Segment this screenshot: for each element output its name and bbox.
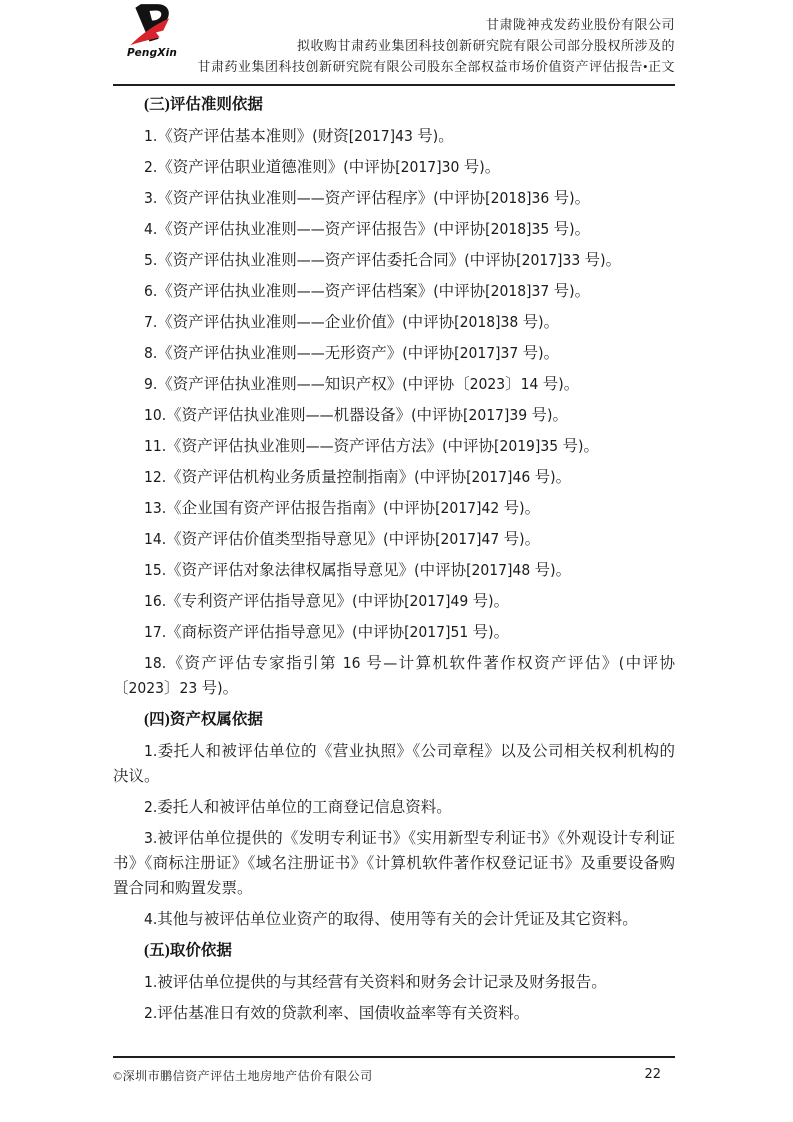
list-item: 7.《资产评估执业准则——企业价值》(中评协[2018]38 号)。	[144, 313, 560, 331]
list-item: 3.被评估单位提供的《发明专利证书》《实用新型专利证书》《外观设计专利证书》《商标注册证》《域名注册证书》《计算机软件著作权登记证书》及重要设备购置合同和购置发票。	[113, 829, 675, 897]
pengxin-logo-icon	[129, 3, 171, 49]
list-item: 13.《企业国有资产评估报告指南》(中评协[2017]42 号)。	[144, 499, 541, 517]
list-item: 11.《资产评估执业准则——资产评估方法》(中评协[2019]35 号)。	[144, 437, 599, 455]
pengxin-logo-text: PengXin	[127, 46, 178, 60]
footer-copyright: ©深圳市鹏信资产评估土地房地产估价有限公司	[113, 1069, 373, 1083]
list-item: 6.《资产评估执业准则——资产评估档案》(中评协[2018]37 号)。	[144, 282, 591, 300]
list-item: 9.《资产评估执业准则——知识产权》(中评协〔2023〕14 号)。	[144, 375, 580, 393]
list-item: 3.《资产评估执业准则——资产评估程序》(中评协[2018]36 号)。	[144, 189, 591, 207]
section-heading-pricing-basis: (五)取价依据	[144, 942, 232, 959]
list-item: 8.《资产评估执业准则——无形资产》(中评协[2017]37 号)。	[144, 344, 560, 362]
header-title-block	[197, 14, 675, 77]
list-item: 10.《资产评估执业准则——机器设备》(中评协[2017]39 号)。	[144, 406, 568, 424]
header-line-subject: 拟收购甘肃药业集团科技创新研究院有限公司部分股权所涉及的	[296, 38, 675, 53]
list-item: 16.《专利资产评估指导意见》(中评协[2017]49 号)。	[144, 592, 510, 610]
document-body	[113, 88, 675, 1032]
page-header	[113, 0, 675, 86]
list-item: 15.《资产评估对象法律权属指导意见》(中评协[2017]48 号)。	[144, 561, 572, 579]
section-heading-valuation-standards: (三)评估准则依据	[144, 96, 263, 113]
section-heading-asset-ownership: (四)资产权属依据	[144, 711, 263, 728]
list-item: 1.委托人和被评估单位的《营业执照》《公司章程》以及公司相关权利机构的决议。	[113, 742, 675, 785]
list-item: 4.《资产评估执业准则——资产评估报告》(中评协[2018]35 号)。	[144, 220, 591, 238]
list-item: 14.《资产评估价值类型指导意见》(中评协[2017]47 号)。	[144, 530, 541, 548]
list-item: 17.《商标资产评估指导意见》(中评协[2017]51 号)。	[144, 623, 510, 641]
list-item: 1.《资产评估基本准则》(财资[2017]43 号)。	[144, 127, 454, 145]
list-item: 4.其他与被评估单位业资产的取得、使用等有关的会计凭证及其它资料。	[144, 910, 638, 928]
list-item: 1.被评估单位提供的与其经营有关资料和财务会计记录及财务报告。	[144, 973, 607, 991]
pengxin-logo	[127, 3, 178, 60]
list-item: 2.评估基准日有效的贷款利率、国债收益率等有关资料。	[144, 1004, 530, 1022]
header-line-report-title: 甘肃药业集团科技创新研究院有限公司股东全部权益市场价值资产评估报告•正文	[197, 59, 675, 74]
list-item: 2.《资产评估职业道德准则》(中评协[2017]30 号)。	[144, 158, 501, 176]
list-item: 2.委托人和被评估单位的工商登记信息资料。	[144, 798, 452, 816]
list-item: 12.《资产评估机构业务质量控制指南》(中评协[2017]46 号)。	[144, 468, 572, 486]
header-line-company: 甘肃陇神戎发药业股份有限公司	[485, 17, 675, 32]
page-footer	[113, 1056, 675, 1084]
list-item: 18.《资产评估专家指引第 16 号—计算机软件著作权资产评估》(中评协〔2023〕23 号)。	[113, 654, 675, 697]
footer-page-number: 22	[644, 1067, 661, 1082]
list-item: 5.《资产评估执业准则——资产评估委托合同》(中评协[2017]33 号)。	[144, 251, 622, 269]
